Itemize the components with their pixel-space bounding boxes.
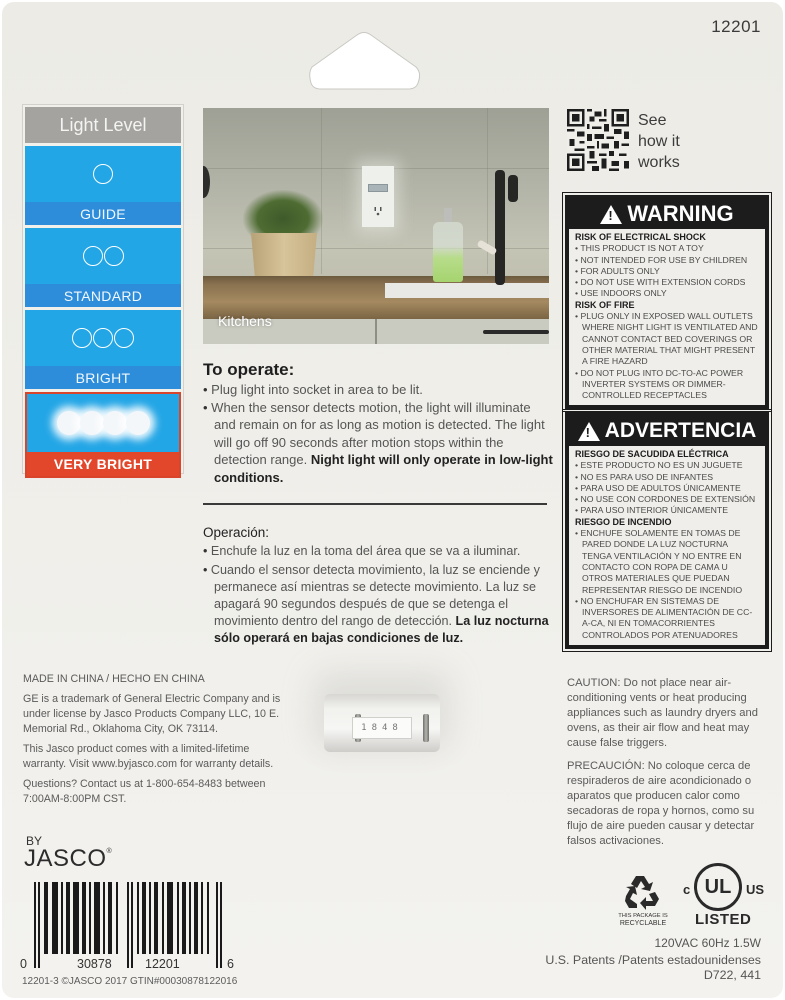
caution-english: CAUTION: Do not place near air-conditioning vents or heat producing appliances such as laundry dryers and ovens, as their air flow and heat may cause false triggers. [567,677,758,749]
light-level-standard [25,228,181,307]
barcode-footer: 12201-3 ©JASCO 2017 GTIN#00030878122016 [22,976,238,987]
light-level-label-selected: VERY BRIGHT [27,452,179,476]
made-in: MADE IN CHINA / HECHO EN CHINA [23,673,205,685]
kitchen-photo [203,108,549,344]
instruction-item: • Enchufe la luz en la toma del área que se va a iluminar. [203,543,553,560]
warning-body: RISK OF ELECTRICAL SHOCK • THIS PRODUCT IS NOT A TOY • NOT INTENDED FOR USE BY CHILDREN • FOR ADULTS ONLY • DO NOT USE WITH EXTENSION CORDS • USE INDOORS ONLY RISK OF FIRE • PLUG ONLY IN EXPOSED WALL OUTLETS WHERE NIGHT LIGHT IS VENTILATED AND CANNOT CONTACT BED COVERINGS OR OTHER MATERIAL THAT MIGHT PRESENT A FIRE HAZARD • DO NOT PLUG INTO DC-TO-AC POWER INVERTER SYSTEMS OR DIMMER-CONTROLLED RECEPTACLES [569,229,765,405]
model-number: 12201 [711,17,761,36]
product-window-night-light [324,694,440,752]
section-divider [203,503,547,505]
legal-text [23,672,293,812]
night-light-outlet-icon [362,166,394,227]
barcode-icon [32,882,227,968]
light-level-label: BRIGHT [25,366,181,389]
caution-spanish: PRECAUCIÓN: No coloque cerca de respiraderos de aire acondicionado o aparatos que producen calor como secadoras de ropa y hornos, como su flujo de aire pueden causar y detectar falsos activaciones. [567,760,755,847]
patents-info: U.S. Patents /Patents estadounidenses D722, 441 [545,953,761,982]
trademark-notice: GE is a trademark of General Electric Company and is under license by Jasco Products Company LLC, 10 E. Memorial Rd., Oklahoma City, OK 73114. [23,693,281,735]
instruction-item: • Cuando el sensor detecta movimiento, la luz se enciende y permanece así mientras se detecte movimiento. La luz se apagará 90 segundos después de que se detenga el movimiento dentro del rango de detección. La luz nocturna sólo operará en bajas condiciones de luz. [203,562,553,647]
two-circles-icon [25,228,181,284]
recycle-icon [622,872,662,912]
ul-c-mark: c [683,882,691,897]
three-circles-icon [25,310,181,366]
light-level-panel [22,104,184,474]
brand-by: BY [26,834,43,848]
barcode-digit-left: 0 [20,957,27,971]
recycle-caption: THIS PACKAGE IS RECYCLABLE [618,913,668,927]
advertencia-body: RIESGO DE SACUDIDA ELÉCTRICA • ESTE PRODUCTO NO ES UN JUGUETE • NO ES PARA USO DE INFANTES • PARA USO DE ADULTOS ÚNICAMENTE • NO USE CON CORDONES DE EXTENSIÓN • PARA USO INTERIOR ÚNICAMENTE RIESGO DE INCENDIO • ENCHUFE SOLAMENTE EN TOMAS DE PARED DONDE LA LUZ NOCTURNA TENGA VENTILACIÓN Y NO ENTRE EN CONTACTO CON ROPA DE CAMA U OTROS MATERIALES QUE PUEDAN REPRESENTAR RIESGO DE INCENDIO • NO ENCHUFAR EN SISTEMAS DE INVERSORES DE ALIMENTACIÓN DE CC-A-CA, NI EN TOMACORRIENTES CONTROLADOS POR ATENUADORES [569,446,765,645]
instruction-item: • When the sensor detects motion, the light will illuminate and remain on for as long as motion is detected. The light will go off 90 seconds after motion stops within the detection range. Night light will only operate in low-light conditions. [203,399,553,487]
instructions-spanish [203,525,553,649]
one-circle-icon [25,146,181,202]
four-glowing-circles-icon [27,394,179,452]
caution-text [567,676,777,857]
warning-box-english [565,195,769,409]
electrical-rating: 120VAC 60Hz 1.5W [654,936,761,950]
light-level-title: Light Level [25,107,181,143]
product-serial-digits: 1848 [352,717,412,739]
barcode-group-2: 12201 [145,957,180,971]
contact-info: Questions? Contact us at 1-800-654-8483 between 7:00AM-8:00PM CST. [23,778,266,805]
package-back-card [2,2,783,998]
jasco-logo: JASCO® [24,845,113,872]
barcode-group-1: 30878 [77,957,112,971]
light-level-label: STANDARD [25,284,181,307]
light-level-guide [25,146,181,225]
instruction-item: • Plug light into socket in area to be lit. [203,381,553,399]
photo-caption: Kitchens [218,313,272,329]
light-level-label: GUIDE [25,202,181,225]
light-level-very-bright [25,392,181,478]
warranty-notice: This Jasco product comes with a limited-lifetime warranty. Visit www.byjasco.com for warranty details. [23,743,274,770]
warning-title: WARNING [627,201,734,226]
ul-listed-text: LISTED [695,911,752,928]
instructions-english [203,360,553,486]
light-level-bright [25,310,181,389]
warning-triangle-icon [578,422,600,441]
instructions-title-es: Operación: [203,525,270,540]
instructions-title: To operate: [203,360,295,379]
hang-hole-icon [302,27,427,92]
advertencia-title: ADVERTENCIA [604,419,757,442]
qr-code-icon [567,109,629,171]
qr-caption: See how it works [638,112,680,171]
plug-prong-icon [423,714,429,742]
warning-box-spanish [565,412,769,649]
ul-us-mark: US [746,882,765,897]
ul-listed-icon: UL [694,863,742,911]
barcode-digit-right: 6 [227,957,234,971]
warning-triangle-icon [600,205,622,224]
